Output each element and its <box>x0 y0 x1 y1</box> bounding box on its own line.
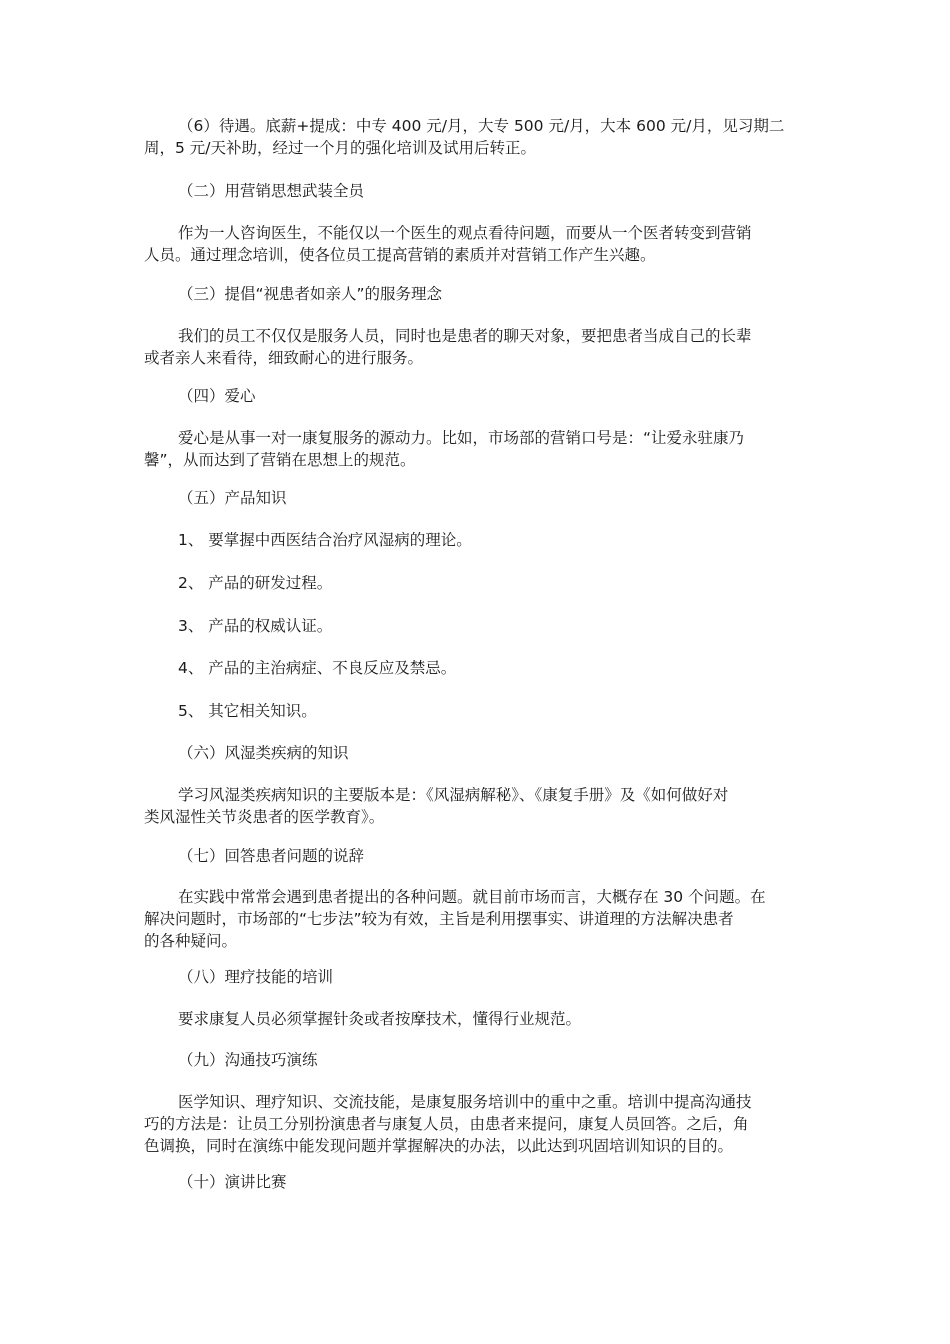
section-heading-8: （八）理疗技能的培训 <box>178 968 334 986</box>
paragraph-line: （6）待遇。底薪+提成：中专 400 元/月，大专 500 元/月，大本 600 元/月，见习期二 <box>178 117 785 135</box>
paragraph-marketing <box>144 222 810 266</box>
paragraph-salary <box>144 115 810 159</box>
paragraph-line: 解决问题时，市场部的“七步法”较为有效，主旨是利用摆事实、讲道理的方法解决患者 <box>144 910 734 928</box>
paragraph-line: 学习风湿类疾病知识的主要版本是：《风湿病解秘》、《康复手册》及《如何做好对 <box>178 786 729 804</box>
section-heading-2: （二）用营销思想武装全员 <box>178 182 365 200</box>
paragraph-answers <box>144 886 810 952</box>
paragraph-communication <box>144 1091 810 1157</box>
paragraph-love <box>144 427 810 471</box>
paragraph-line: 的各种疑问。 <box>144 932 238 950</box>
section-heading-10: （十）演讲比赛 <box>178 1173 287 1191</box>
list-item: 2、 产品的研发过程。 <box>178 574 333 592</box>
paragraph-line: 色调换，同时在演练中能发现问题并掌握解决的办法，以此达到巩固培训知识的目的。 <box>144 1137 734 1155</box>
paragraph-line: 在实践中常常会遇到患者提出的各种问题。就目前市场而言，大概存在 30 个问题。在 <box>178 888 766 906</box>
paragraph-line: 作为一人咨询医生，不能仅以一个医生的观点看待问题，而要从一个医者转变到营销 <box>178 224 752 242</box>
list-item: 1、 要掌握中西医结合治疗风湿病的理论。 <box>178 531 472 549</box>
paragraph-line: 类风湿性关节炎患者的医学教育》。 <box>144 808 385 826</box>
paragraph-line: 爱心是从事一对一康复服务的源动力。比如，市场部的营销口号是：“让爱永驻康乃 <box>178 429 745 447</box>
paragraph-rheumatism <box>144 784 810 828</box>
paragraph-line: 或者亲人来看待，细致耐心的进行服务。 <box>144 349 424 367</box>
paragraph-line: 人员。通过理念培训，使各位员工提高营销的素质并对营销工作产生兴趣。 <box>144 246 656 264</box>
paragraph-line: 巧的方法是：让员工分别扮演患者与康复人员，由患者来提问，康复人员回答。之后，角 <box>144 1115 749 1133</box>
paragraph-line: 周，5 元/天补助，经过一个月的强化培训及试用后转正。 <box>144 139 537 157</box>
list-item: 5、 其它相关知识。 <box>178 702 317 720</box>
list-item: 3、 产品的权威认证。 <box>178 617 333 635</box>
section-heading-6: （六）风湿类疾病的知识 <box>178 744 349 762</box>
section-heading-7: （七）回答患者问题的说辞 <box>178 847 365 865</box>
paragraph-line: 医学知识、理疗知识、交流技能，是康复服务培训中的重中之重。培训中提高沟通技 <box>178 1093 752 1111</box>
paragraph-line: 要求康复人员必须掌握针灸或者按摩技术，懂得行业规范。 <box>178 1010 582 1028</box>
paragraph-service <box>144 325 810 369</box>
section-heading-5: （五）产品知识 <box>178 489 287 507</box>
section-heading-9: （九）沟通技巧演练 <box>178 1051 318 1069</box>
paragraph-line: 馨”，从而达到了营销在思想上的规范。 <box>144 451 416 469</box>
list-item: 4、 产品的主治病症、不良反应及禁忌。 <box>178 659 457 677</box>
section-heading-3: （三）提倡“视患者如亲人”的服务理念 <box>178 285 443 303</box>
paragraph-line: 我们的员工不仅仅是服务人员，同时也是患者的聊天对象，要把患者当成自己的长辈 <box>178 327 752 345</box>
section-heading-4: （四）爱心 <box>178 387 256 405</box>
paragraph-therapy <box>144 1008 810 1030</box>
